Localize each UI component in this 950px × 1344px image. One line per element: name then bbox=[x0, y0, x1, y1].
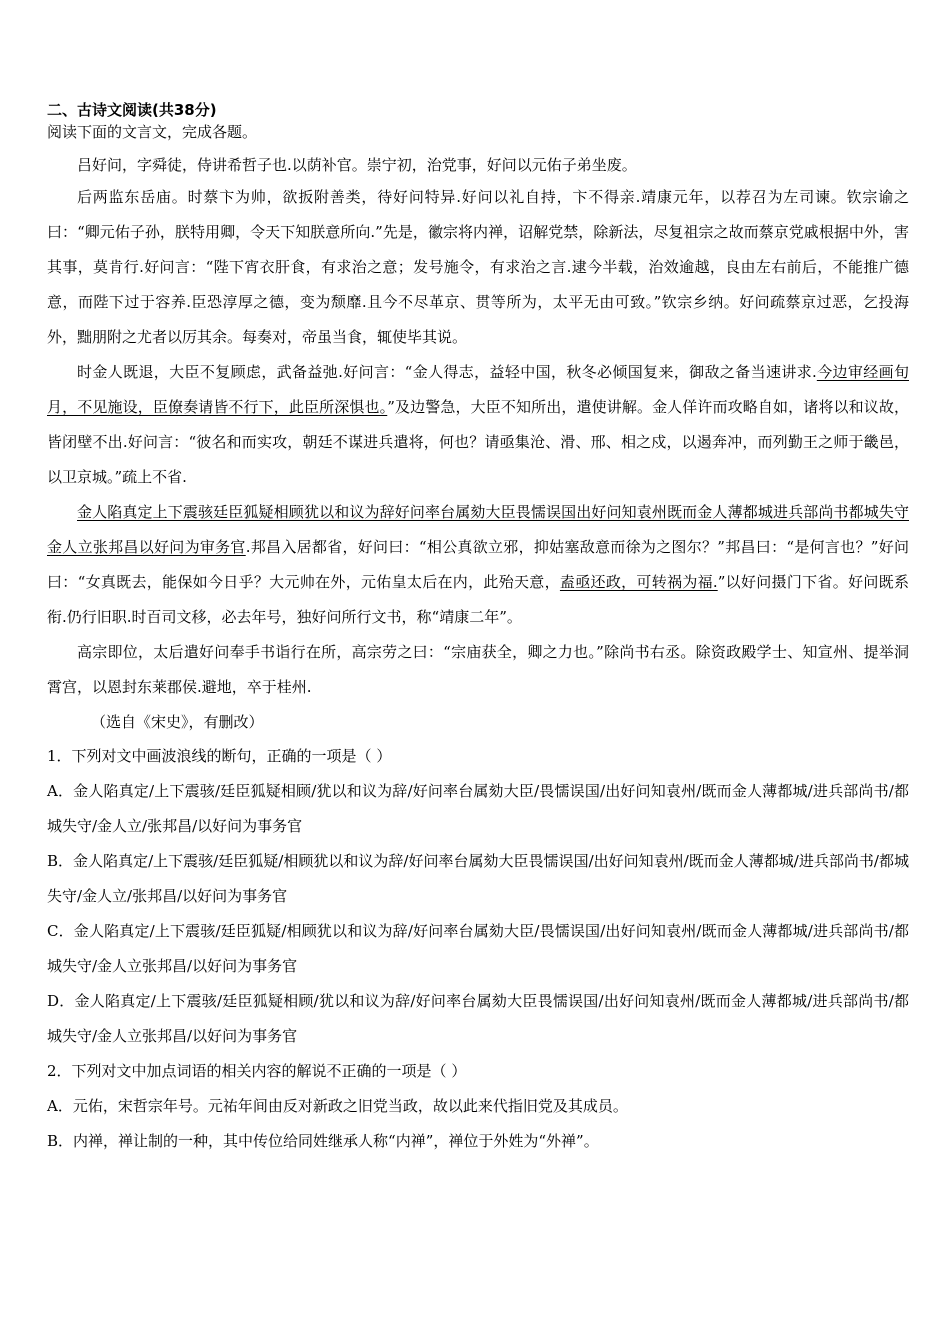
passage-paragraph-4 bbox=[47, 495, 909, 635]
question-option: A．金人陷真定/上下震骇/廷臣狐疑相顾/犹以和议为辞/好问率台属劾大臣/畏懦误国/出好问知袁州/既而金人薄都城/进兵部尚书/都城失守/金人立/张邦昌/以好问为事务官 bbox=[47, 782, 909, 835]
document-page bbox=[47, 100, 909, 1159]
passage-paragraph-2: 后两监东岳庙。时蔡卞为帅，欲扳附善类，待好问特异.好问以礼自持，卞不得亲.靖康元年，以荐召为左司谏。钦宗谕之曰：“卿元佑子孙，朕特用卿，令天下知朕意所向.”先是，徽宗将内禅，诏解党禁，除新法，尽复祖宗之故而蔡京党戚根据中外，害其事，莫肯行.好问言：“陛下宵衣肝食，有求治之意；发号施令，有求治之言.逮今半载，治效逾越，良由左右前后，不能推广德意，而陛下过于容养.臣恐淳厚之德，变为颓靡.且今不尽革京、贯等所为，太平无由可致。”钦宗乡纳。好问疏蔡京过恶，乞投海外，黜朋附之尤者以厉其余。每奏对，帝虽当食，辄使毕其说。 bbox=[47, 188, 909, 346]
section-title: 二、古诗文阅读(共38分) bbox=[47, 101, 217, 119]
wavy-underlined-sentence: 金人陷真定上下震骇廷臣狐疑相顾犹以和议为辞好问率台属劾大臣畏懦误国出好问知袁州既而金人薄都城进兵部尚书都城失守金人立张邦昌以好问为审务官 bbox=[47, 503, 909, 556]
passage-p3-text: 时金人既退，大臣不复顾虑，武备益弛.好问言：“金人得志，益轻中国，秋冬必倾国复来，御敌之备当速讲求. bbox=[77, 363, 817, 381]
underlined-sentence: 盍亟还政，可转祸为福. bbox=[559, 573, 718, 591]
passage-p4-text: .邦昌入居都省，好问曰：“相公真欲立邪，抑姑塞敌意而徐为之图尔？”邦昌曰：“是何言也？”好问曰：“女真既去，能保如今日乎？大元帅在外，元佑皇太后在内，此殆天意， bbox=[47, 538, 909, 591]
question-option: C．金人陷真定/上下震骇/廷臣狐疑/相顾犹以和议为辞/好问率台属劾大臣/畏懦误国/出好问知袁州/既而金人薄都城/进兵部尚书/都城失守/金人立张邦昌/以好问为事务官 bbox=[47, 922, 909, 975]
passage-paragraph-5: 高宗即位，太后遣好问奉手书诣行在所，高宗劳之曰：“宗庙获全，卿之力也。”除尚书右丞。除资政殿学士、知宣州、提举洞霄宫，以恩封东莱郡侯.避地，卒于桂州. bbox=[47, 643, 909, 696]
question-option: D．金人陷真定/上下震骇/廷臣狐疑相顾/犹以和议为辞/好问率台属劾大臣畏懦误国/出好问知袁州/既而金人薄都城/进兵部尚书/都城失守/金人立张邦昌/以好问为事务官 bbox=[47, 992, 909, 1045]
passage-p3-text: ”及边警急，大臣不知所出，遣使讲解。金人佯许而攻略自如，诸将以和议故，皆闭壁不出.好问言：“彼名和而实攻，朝廷不谋进兵遣将，何也？请亟集沧、滑、邢、相之戍，以遏奔冲，而列勤王之师于畿邑，以卫京城。”疏上不省. bbox=[47, 398, 909, 486]
passage-source: （选自《宋史》，有删改） bbox=[91, 713, 264, 731]
passage-p4-text: ”以好问摄门下省。好问既系衔.仍行旧职.时百司文移，必去年号，独好问所行文书，称“靖康二年”。 bbox=[47, 573, 909, 626]
question-option: B．内禅，禅让制的一种，其中传位给同姓继承人称“内禅”，禅位于外姓为“外禅”。 bbox=[47, 1132, 599, 1150]
question-option: A．元佑，宋哲宗年号。元祐年间由反对新政之旧党当政，故以此来代指旧党及其成员。 bbox=[47, 1097, 628, 1115]
underlined-sentence: 今边审经画旬月，不见施设，臣僚奏请皆不行下，此臣所深惧也。 bbox=[47, 363, 909, 416]
passage-paragraph-1: 吕好问，字舜徒，侍讲希哲子也.以荫补官。崇宁初，治党事，好问以元佑子弟坐废。 bbox=[77, 156, 637, 174]
section-instruction: 阅读下面的文言文，完成各题。 bbox=[47, 123, 258, 141]
passage-paragraph-3 bbox=[47, 355, 909, 495]
question-stem: 1．下列对文中画波浪线的断句，正确的一项是（ ） bbox=[47, 747, 392, 765]
question-option: B．金人陷真定/上下震骇/廷臣狐疑/相顾犹以和议为辞/好问率台属劾大臣畏懦误国/出好问知袁州/既而金人薄都城/进兵部尚书/都城失守/金人立/张邦昌/以好问为事务官 bbox=[47, 852, 909, 905]
question-stem: 2．下列对文中加点词语的相关内容的解说不正确的一项是（ ） bbox=[47, 1062, 467, 1080]
